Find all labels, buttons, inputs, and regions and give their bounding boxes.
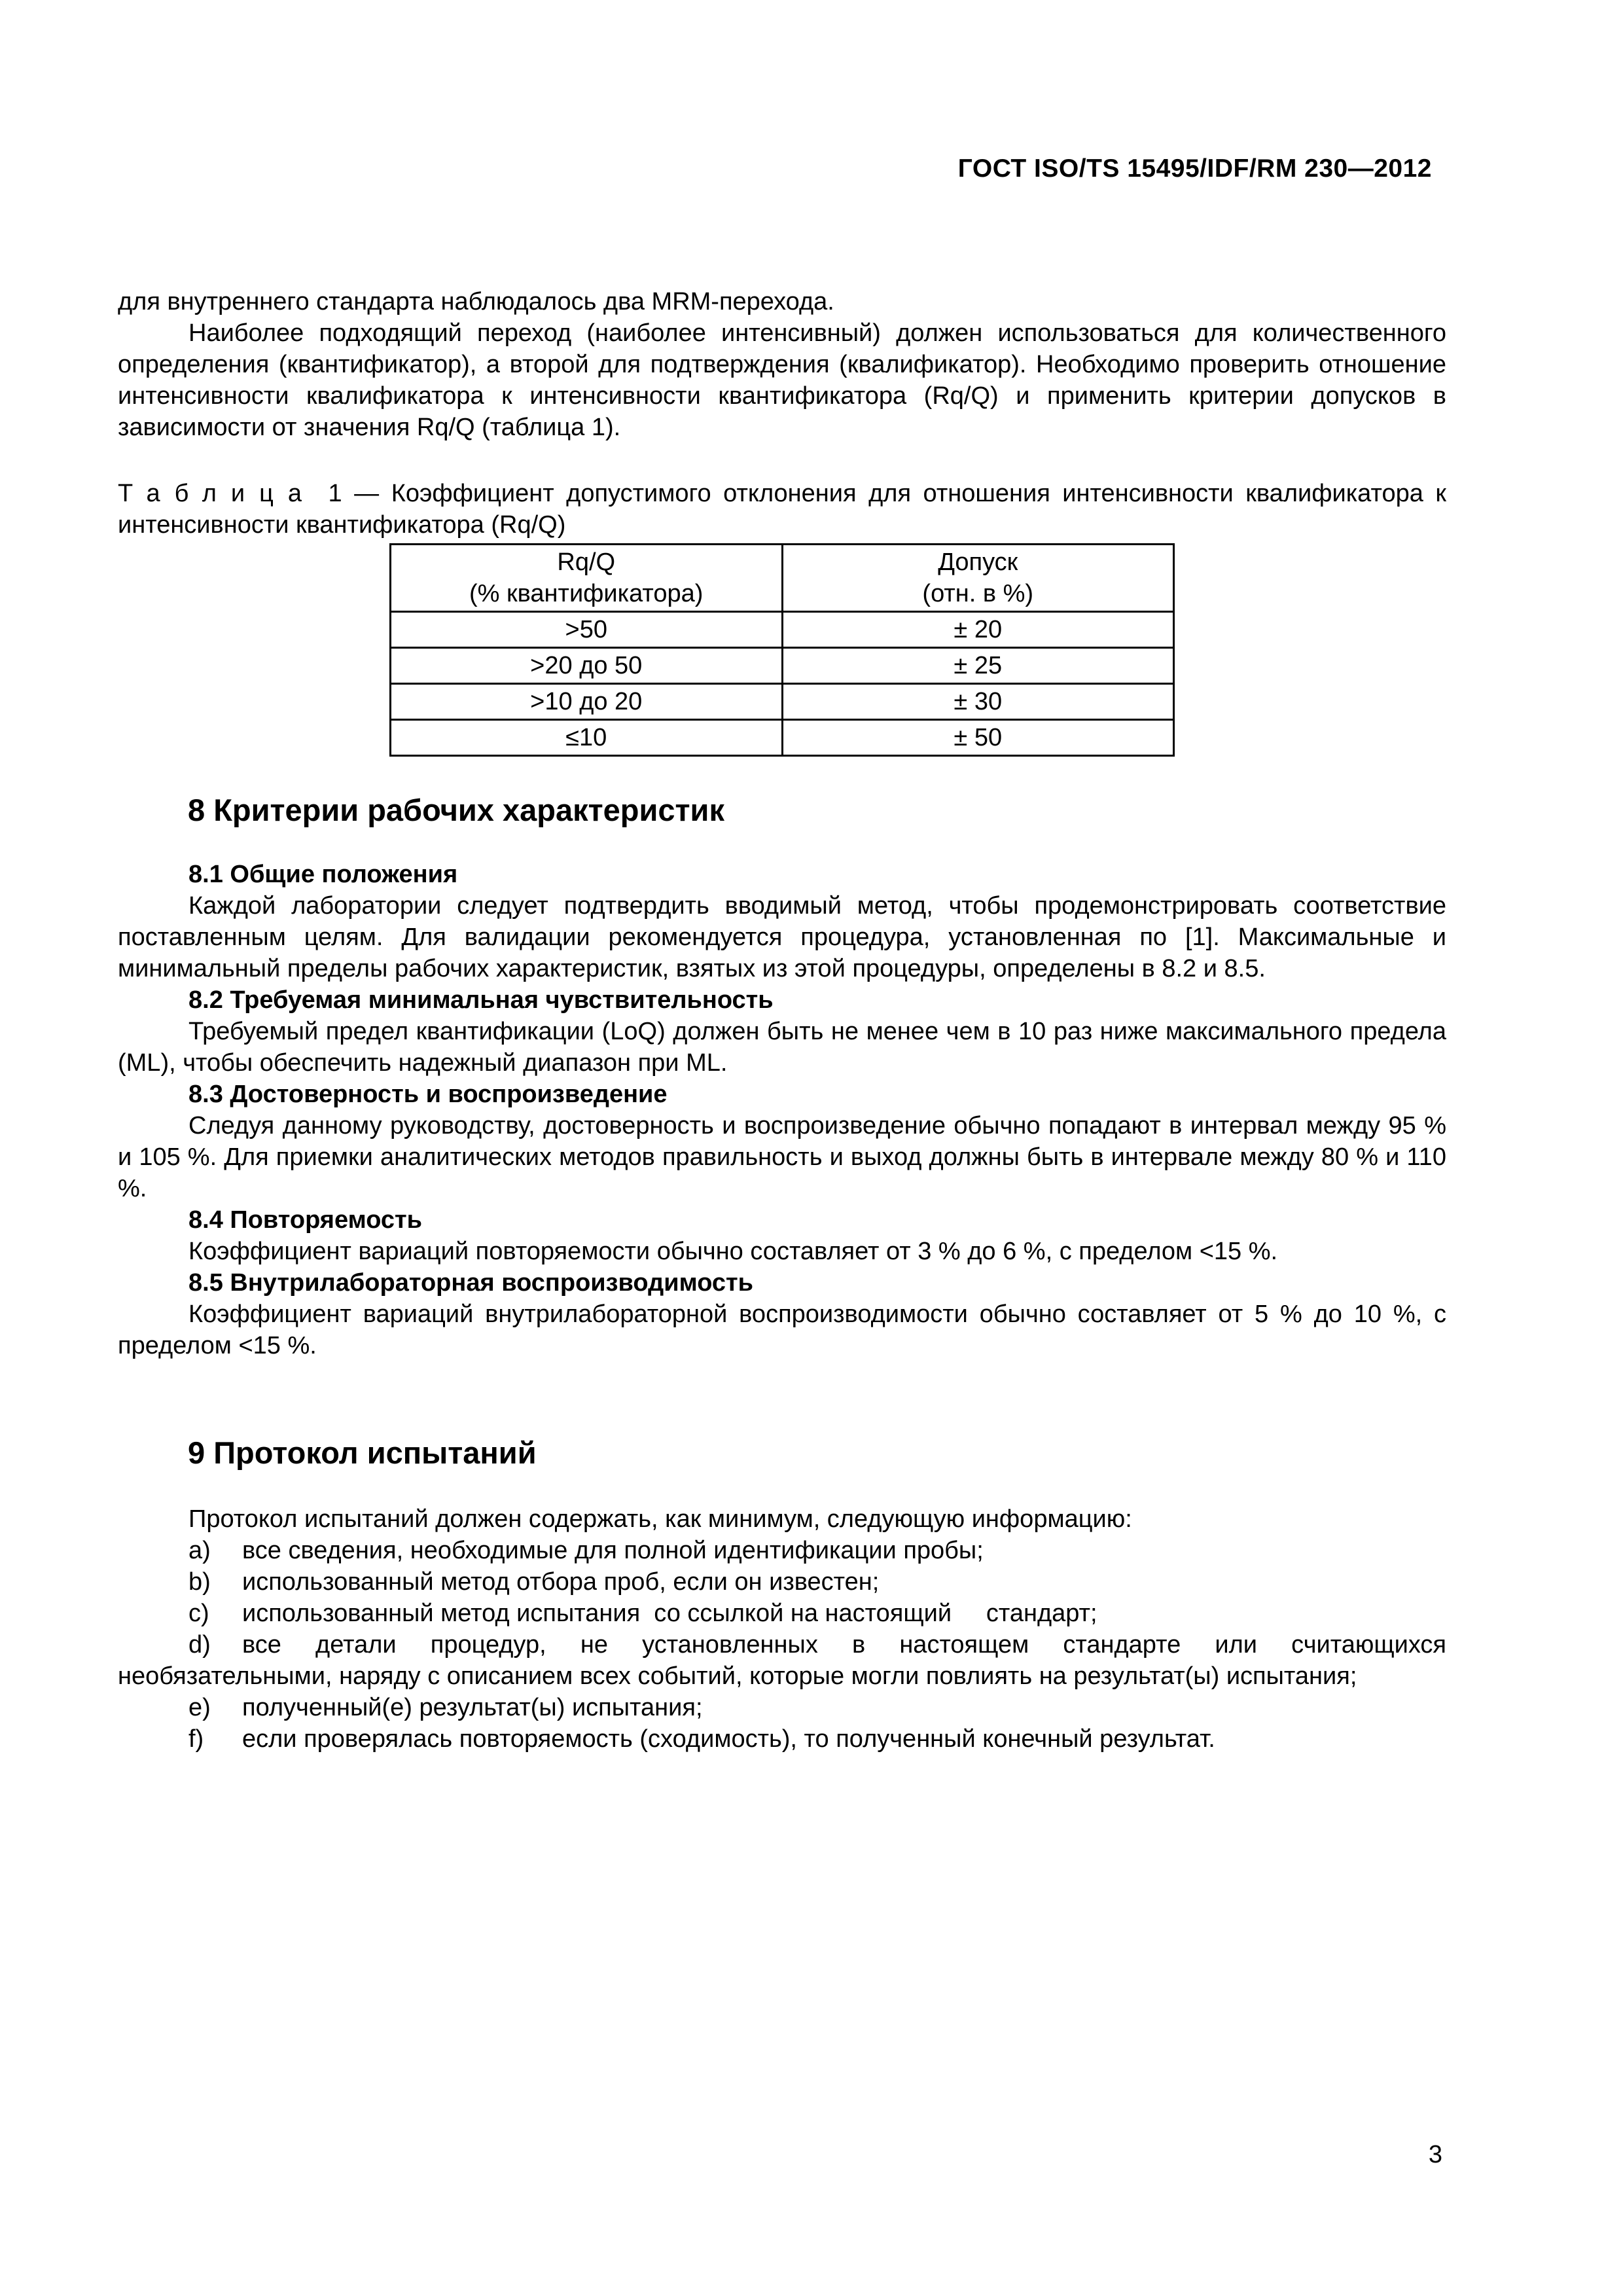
section-9-heading: 9 Протокол испытаний [188,1435,537,1470]
table-cell: ˃20 до 50 [391,648,783,684]
list-item-letter: c) [188,1600,209,1627]
list-item [118,1629,1446,1660]
subsection-8-3-text: Следуя данному руководству, достоверность и воспроизведение обычно попадают в интервал между 95 % и 105 %. Для приемки аналитических методов правильность и выход должны быть в интервале между 80 % и 110 %. [118,1112,1446,1202]
table-cell: ≤10 [391,720,783,756]
list-item-text: использованный метод испытания со ссылкой на настоящий стандарт; [242,1600,1097,1627]
intro-line: для внутреннего стандарта наблюдалось два MRM-перехода. [118,288,834,315]
subsection-8-3-title: 8.3 Достоверность и воспроизведение [188,1081,668,1108]
section-8-heading: 8 Критерии рабочих характеристик [188,793,724,827]
subsection-8-4-title: 8.4 Повторяемость [188,1206,423,1234]
table-row [391,684,1174,720]
table-header-cell: Допуск (отн. в %) [782,545,1174,612]
table-cell: ± 20 [782,612,1174,648]
list-item-letter: b) [188,1568,211,1596]
page-number: 3 [1428,2141,1442,2168]
list-item-text: все детали процедур, не установленных в настоящем стандарте или считающихся [242,1631,1446,1659]
table-caption-lead: Таблица [118,480,316,507]
intro-block [118,286,1446,443]
table-cell: ± 30 [782,684,1174,720]
section-8-body [118,859,1446,1361]
table-header-cell: Rq/Q (% квантификатора) [391,545,783,612]
list-item [118,1566,1446,1598]
list-item-continuation: необязательными, наряду с описанием всех событий, которые могли повлиять на результат(ы) испытания; [118,1662,1357,1690]
list-item-text: использованный метод отбора проб, если он известен; [242,1568,880,1596]
subsection-8-5-title: 8.5 Внутрилабораторная воспроизводимость [188,1269,754,1297]
list-item-text: если проверялась повторяемость (сходимость), то полученный конечный результат. [242,1725,1215,1753]
list-item [118,1535,1446,1566]
intro-paragraph: Наиболее подходящий переход (наиболее интенсивный) должен использоваться для количественного определения (квантификатор), а второй для подтверждения (квалификатор). Необходимо проверить отношение интенсивности квалификатора к интенсивности квантификатора (Rq/Q) и применить критерии допусков в зависимости от значения Rq/Q (таблица 1). [118,319,1446,441]
table-row [391,648,1174,684]
table-caption-text: 1 — Коэффициент допустимого отклонения для отношения интенсивности квалификатора к интенсивности квантификатора (Rq/Q) [118,480,1446,539]
section-9-body [118,1503,1446,1755]
list-item-letter: f) [188,1725,204,1753]
table-cell: ± 25 [782,648,1174,684]
subsection-8-4-text: Коэффициент вариаций повторяемости обычно составляет от 3 % до 6 %, с пределом ˂15 %. [188,1238,1278,1265]
section-9-intro: Протокол испытаний должен содержать, как минимум, следующую информацию: [188,1505,1132,1533]
table-row [391,720,1174,756]
document-code-header: ГОСТ ISO/TS 15495/IDF/RM 230—2012 [957,154,1432,183]
table-header-row [391,545,1174,612]
table-cell: ± 50 [782,720,1174,756]
list-item [118,1723,1446,1755]
subsection-8-1-title: 8.1 Общие положения [188,861,458,888]
table-row [391,612,1174,648]
list-item-letter: e) [188,1694,211,1721]
list-item-text: все сведения, необходимые для полной идентификации пробы; [242,1537,984,1564]
list-item-text: полученный(е) результат(ы) испытания; [242,1694,703,1721]
subsection-8-2-title: 8.2 Требуемая минимальная чувствительность [188,986,774,1014]
table-cell: ˃50 [391,612,783,648]
list-item-letter: d) [188,1631,211,1659]
tolerance-table [389,543,1175,757]
table-caption [118,478,1446,541]
subsection-8-2-text: Требуемый предел квантификации (LoQ) должен быть не менее чем в 10 раз ниже максимального предела (ML), чтобы обеспечить надежный диапазон при ML. [118,1018,1446,1077]
list-item-letter: a) [188,1537,211,1564]
list-item [118,1598,1446,1629]
list-item [118,1692,1446,1723]
subsection-8-1-text: Каждой лаборатории следует подтвердить вводимый метод, чтобы продемонстрировать соответствие поставленным целям. Для валидации рекомендуется процедура, установленная по [1]. Максимальные и минимальный пределы рабочих характеристик, взятых из этой процедуры, определены в 8.2 и 8.5. [118,892,1446,982]
subsection-8-5-text: Коэффициент вариаций внутрилабораторной воспроизводимости обычно составляет от 5 % до 10 %, с пределом ˂15 %. [118,1300,1446,1359]
table-cell: ˃10 до 20 [391,684,783,720]
